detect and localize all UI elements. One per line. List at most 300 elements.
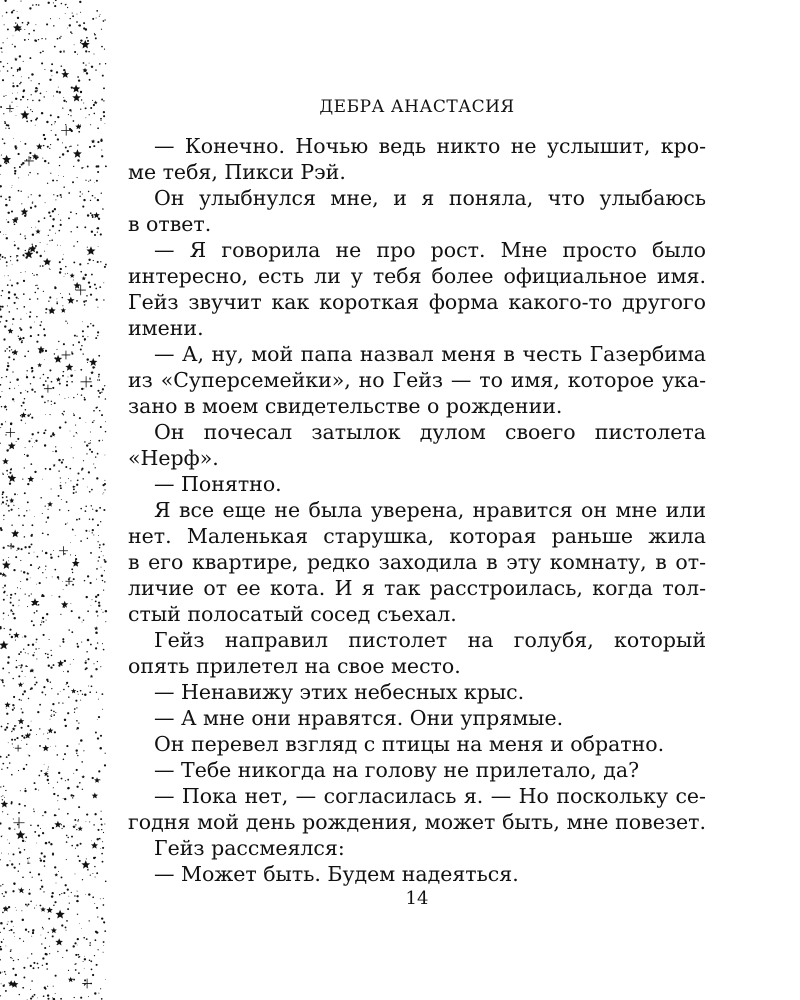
speckle-dot — [65, 124, 66, 125]
speckle-dot — [60, 614, 61, 615]
speckle-dot — [52, 595, 53, 596]
speckle-dot — [70, 211, 72, 213]
text-line: нет. Маленькая старушка, которая раньше жила — [128, 524, 706, 548]
speckle-dot — [42, 158, 43, 159]
star-icon — [53, 464, 56, 467]
speckle-dot — [39, 745, 41, 747]
speckle-dot — [53, 793, 55, 795]
speckle-dot — [9, 930, 10, 931]
speckle-dot — [21, 164, 23, 166]
speckle-dot — [42, 965, 43, 966]
speckle-dot — [79, 782, 81, 784]
speckle-dot — [12, 10, 13, 11]
speckle-dot — [77, 177, 78, 178]
speckle-dot — [77, 855, 79, 857]
speckle-dot — [104, 581, 106, 583]
speckle-dot — [52, 854, 54, 856]
speckle-dot — [12, 93, 13, 94]
speckle-dot — [51, 488, 52, 489]
speckle-dot — [27, 905, 28, 906]
speckle-dot — [93, 410, 95, 412]
speckle-dot — [94, 34, 96, 36]
speckle-dot — [15, 640, 16, 641]
speckle-dot — [103, 921, 105, 923]
speckle-dot — [31, 371, 33, 373]
speckle-dot — [6, 864, 8, 866]
speckle-dot — [51, 655, 53, 657]
speckle-dot — [10, 597, 12, 599]
speckle-dot — [72, 797, 73, 798]
speckle-dot — [4, 797, 5, 798]
speckle-dot — [23, 967, 25, 969]
speckle-dot — [101, 567, 102, 568]
speckle-dot — [28, 197, 29, 198]
speckle-dot — [56, 303, 58, 305]
speckle-dot — [15, 907, 16, 908]
speckle-dot — [62, 413, 63, 414]
speckle-dot — [101, 155, 103, 157]
speckle-dot — [1, 941, 3, 943]
speckle-dot — [101, 917, 103, 919]
speckle-dot — [79, 196, 80, 197]
speckle-dot — [89, 448, 91, 450]
speckle-dot — [71, 33, 72, 34]
speckle-dot — [12, 264, 13, 265]
speckle-dot — [66, 930, 67, 931]
speckle-dot — [50, 144, 51, 145]
speckle-dot — [37, 556, 39, 558]
speckle-dot — [39, 728, 40, 729]
speckle-dot — [42, 550, 43, 551]
speckle-dot — [105, 123, 106, 124]
speckle-dot — [8, 291, 10, 293]
speckle-dot — [36, 642, 37, 643]
speckle-dot — [1, 983, 2, 984]
speckle-dot — [24, 467, 25, 468]
speckle-dot — [58, 596, 60, 598]
speckle-dot — [21, 708, 22, 709]
speckle-dot — [77, 14, 78, 15]
speckle-dot — [41, 886, 43, 888]
speckle-dot — [4, 24, 5, 25]
star-icon — [70, 273, 75, 278]
speckle-dot — [75, 848, 76, 849]
speckle-dot — [36, 117, 38, 119]
speckle-dot — [100, 120, 101, 121]
speckle-dot — [70, 794, 72, 796]
speckle-dot — [14, 172, 16, 174]
speckle-dot — [77, 159, 79, 161]
speckle-dot — [85, 65, 86, 66]
speckle-dot — [65, 266, 66, 267]
speckle-dot — [59, 165, 60, 166]
speckle-dot — [88, 686, 89, 687]
speckle-dot — [60, 487, 62, 489]
speckle-dot — [43, 995, 45, 997]
speckle-dot — [103, 100, 104, 101]
speckle-dot — [0, 259, 1, 260]
speckle-dot — [5, 95, 6, 96]
speckle-dot — [63, 892, 65, 894]
speckle-dot — [12, 185, 13, 186]
speckle-dot — [38, 568, 39, 569]
speckle-dot — [3, 559, 5, 561]
speckle-dot — [40, 770, 42, 772]
speckle-dot — [63, 254, 64, 255]
speckle-dot — [1, 423, 3, 425]
speckle-dot — [105, 165, 107, 167]
speckle-dot — [70, 31, 72, 33]
speckle-dot — [14, 617, 16, 619]
speckle-dot — [57, 116, 59, 118]
speckle-dot — [48, 665, 50, 667]
speckle-dot — [2, 491, 4, 493]
speckle-dot — [59, 37, 61, 39]
speckle-dot — [36, 843, 37, 844]
speckle-dot — [83, 199, 85, 201]
speckle-dot — [9, 346, 11, 348]
star-icon — [18, 718, 25, 724]
speckle-dot — [38, 873, 40, 875]
speckle-dot — [6, 219, 7, 220]
speckle-dot — [50, 843, 52, 845]
speckle-dot — [31, 194, 32, 195]
speckle-dot — [5, 974, 6, 975]
speckle-dot — [13, 10, 15, 12]
speckle-dot — [43, 384, 45, 386]
speckle-dot — [7, 662, 9, 664]
speckle-dot — [4, 585, 6, 587]
speckle-dot — [15, 666, 17, 668]
speckle-dot — [69, 109, 71, 111]
speckle-dot — [80, 700, 81, 701]
speckle-dot — [82, 193, 83, 194]
speckle-dot — [8, 853, 9, 854]
speckle-dot — [65, 4, 66, 5]
star-icon — [72, 559, 80, 566]
speckle-dot — [48, 932, 49, 933]
speckle-dot — [16, 85, 18, 87]
speckle-dot — [46, 577, 47, 578]
speckle-dot — [23, 683, 24, 684]
speckle-dot — [93, 663, 94, 664]
speckle-dot — [36, 584, 37, 585]
speckle-dot — [92, 100, 93, 101]
speckle-dot — [36, 341, 38, 343]
speckle-dot — [54, 901, 56, 903]
star-icon — [11, 980, 19, 987]
speckle-dot — [83, 620, 84, 621]
speckle-dot — [6, 237, 8, 239]
speckle-dot — [80, 369, 82, 371]
speckle-dot — [9, 843, 10, 844]
speckle-dot — [76, 707, 77, 708]
speckle-dot — [7, 305, 8, 306]
speckle-dot — [44, 334, 46, 336]
speckle-dot — [22, 524, 24, 526]
speckle-dot — [61, 893, 62, 894]
star-icon — [2, 155, 11, 164]
speckle-dot — [67, 7, 68, 8]
speckle-dot — [67, 273, 68, 274]
speckle-dot — [24, 790, 26, 792]
speckle-dot — [54, 569, 56, 571]
speckle-dot — [25, 390, 26, 391]
speckle-dot — [94, 367, 95, 368]
speckle-dot — [7, 814, 8, 815]
speckle-dot — [18, 848, 19, 849]
speckle-dot — [11, 863, 13, 865]
speckle-dot — [46, 121, 48, 123]
speckle-dot — [11, 611, 12, 612]
speckle-dot — [10, 423, 12, 425]
speckle-dot — [47, 654, 49, 656]
speckle-dot — [79, 956, 81, 958]
speckle-dot — [6, 449, 8, 451]
star-icon — [74, 282, 81, 289]
speckle-dot — [73, 979, 75, 981]
speckle-dot — [59, 271, 61, 273]
speckle-dot — [20, 1, 21, 2]
speckle-dot — [2, 811, 3, 812]
speckle-dot — [24, 690, 26, 692]
speckle-dot — [95, 600, 97, 602]
speckle-dot — [63, 97, 64, 98]
speckle-dot — [44, 865, 45, 866]
speckle-dot — [21, 727, 23, 729]
speckle-dot — [28, 861, 29, 862]
speckle-dot — [83, 62, 85, 64]
speckle-dot — [16, 217, 18, 219]
star-icon — [54, 821, 61, 828]
speckle-dot — [52, 387, 54, 389]
speckle-dot — [72, 572, 73, 573]
speckle-dot — [76, 484, 78, 486]
speckle-dot — [65, 926, 67, 928]
speckle-dot — [46, 521, 47, 522]
speckle-dot — [86, 938, 88, 940]
speckle-dot — [69, 146, 70, 147]
speckle-dot — [35, 788, 37, 790]
speckle-dot — [91, 489, 93, 491]
speckle-dot — [78, 694, 79, 695]
speckle-dot — [18, 653, 20, 655]
speckle-dot — [11, 921, 13, 923]
text-line: Он почесал затылок дулом своего пистолета — [154, 420, 706, 444]
speckle-dot — [53, 2, 54, 3]
speckle-dot — [8, 557, 9, 558]
speckle-dot — [30, 578, 31, 579]
speckle-dot — [83, 460, 84, 461]
text-line: — Конечно. Ночью ведь никто не услышит, кро- — [154, 134, 706, 158]
speckle-dot — [62, 459, 64, 461]
speckle-dot — [82, 789, 83, 790]
speckle-dot — [16, 257, 17, 258]
speckle-dot — [73, 795, 75, 797]
speckle-dot — [87, 575, 89, 577]
speckle-dot — [101, 46, 103, 48]
speckle-dot — [28, 351, 30, 353]
speckle-dot — [18, 889, 19, 890]
speckle-dot — [90, 200, 91, 201]
star-icon — [2, 561, 11, 569]
speckle-dot — [31, 980, 33, 982]
speckle-dot — [55, 993, 56, 994]
star-icon — [91, 139, 95, 143]
speckle-dot — [50, 746, 51, 747]
starry-margin-decoration — [0, 0, 108, 1000]
speckle-dot — [4, 142, 6, 144]
speckle-dot — [63, 798, 64, 799]
speckle-dot — [47, 738, 48, 739]
speckle-dot — [77, 76, 79, 78]
speckle-dot — [79, 860, 81, 862]
speckle-dot — [87, 214, 89, 216]
speckle-dot — [76, 786, 78, 788]
speckle-dot — [20, 28, 22, 30]
speckle-dot — [9, 634, 10, 635]
speckle-dot — [33, 811, 34, 812]
speckle-dot — [94, 992, 96, 994]
speckle-dot — [61, 824, 62, 825]
speckle-dot — [35, 440, 37, 442]
speckle-dot — [55, 450, 57, 452]
sparkle-icon — [44, 385, 52, 393]
speckle-dot — [92, 509, 93, 510]
speckle-dot — [58, 772, 60, 774]
speckle-dot — [23, 515, 25, 517]
speckle-dot — [6, 713, 8, 715]
speckle-dot — [83, 961, 84, 962]
speckle-dot — [22, 919, 24, 921]
speckle-dot — [37, 711, 39, 713]
speckle-dot — [73, 397, 74, 398]
speckle-dot — [59, 51, 61, 53]
star-icon — [71, 688, 76, 693]
speckle-dot — [96, 568, 98, 570]
speckle-dot — [94, 197, 95, 198]
speckle-dot — [105, 979, 106, 980]
speckle-dot — [55, 134, 57, 136]
speckle-dot — [63, 343, 65, 345]
speckle-dot — [103, 111, 105, 113]
speckle-dot — [66, 584, 68, 586]
speckle-dot — [0, 106, 2, 108]
speckle-dot — [37, 298, 39, 300]
speckle-dot — [0, 195, 2, 197]
sparkle-icon — [8, 543, 14, 549]
speckle-dot — [46, 953, 48, 955]
speckle-dot — [44, 764, 45, 765]
speckle-dot — [31, 438, 32, 439]
speckle-dot — [103, 589, 104, 590]
speckle-dot — [38, 834, 40, 836]
speckle-dot — [14, 401, 15, 402]
speckle-dot — [40, 93, 42, 95]
speckle-dot — [62, 153, 64, 155]
speckle-dot — [49, 268, 50, 269]
speckle-dot — [6, 496, 8, 498]
speckle-dot — [86, 444, 88, 446]
speckle-dot — [16, 308, 17, 309]
speckle-dot — [24, 143, 26, 145]
speckle-dot — [99, 747, 102, 750]
star-icon — [86, 246, 95, 255]
speckle-dot — [85, 50, 87, 52]
speckle-dot — [98, 604, 100, 606]
speckle-dot — [65, 321, 66, 322]
speckle-dot — [100, 233, 102, 235]
speckle-dot — [73, 457, 74, 458]
star-icon — [20, 110, 29, 119]
speckle-dot — [68, 114, 69, 115]
speckle-dot — [57, 38, 59, 40]
speckle-dot — [32, 877, 33, 878]
speckle-dot — [28, 698, 29, 699]
speckle-dot — [10, 602, 12, 604]
speckle-dot — [93, 535, 94, 536]
speckle-dot — [41, 321, 43, 323]
speckle-dot — [100, 666, 101, 667]
speckle-dot — [30, 120, 32, 122]
speckle-dot — [30, 207, 32, 209]
speckle-dot — [63, 371, 65, 373]
speckle-dot — [61, 876, 63, 878]
star-icon — [61, 308, 66, 313]
speckle-dot — [93, 463, 94, 464]
speckle-dot — [71, 112, 72, 113]
speckle-dot — [70, 603, 71, 604]
speckle-dot — [36, 4, 38, 6]
speckle-dot — [20, 318, 21, 319]
speckle-dot — [26, 375, 27, 376]
text-line: Он перевел взгляд с птицы на меня и обратно. — [154, 732, 665, 756]
speckle-dot — [102, 861, 104, 863]
speckle-dot — [35, 245, 37, 247]
speckle-dot — [85, 530, 87, 532]
speckle-dot — [4, 0, 6, 2]
speckle-dot — [54, 402, 56, 404]
speckle-dot — [0, 786, 1, 787]
speckle-dot — [56, 349, 57, 350]
speckle-dot — [24, 454, 25, 455]
speckle-dot — [80, 508, 82, 510]
star-icon — [36, 143, 43, 149]
speckle-dot — [68, 696, 70, 698]
speckle-dot — [86, 814, 88, 816]
speckle-dot — [38, 967, 40, 969]
speckle-dot — [45, 308, 47, 310]
speckle-dot — [30, 159, 31, 160]
speckle-dot — [96, 610, 98, 612]
star-icon — [13, 632, 19, 638]
speckle-dot — [8, 127, 10, 129]
speckle-dot — [70, 480, 71, 481]
speckle-dot — [80, 997, 82, 999]
speckle-dot — [32, 202, 34, 204]
speckle-dot — [17, 438, 19, 440]
speckle-dot — [87, 40, 89, 42]
speckle-dot — [86, 37, 88, 39]
speckle-dot — [60, 293, 61, 294]
speckle-dot — [83, 353, 84, 354]
speckle-dot — [34, 782, 36, 784]
speckle-dot — [84, 979, 86, 981]
speckle-dot — [10, 950, 12, 952]
speckle-dot — [0, 529, 2, 531]
speckle-dot — [74, 708, 76, 710]
speckle-dot — [93, 53, 94, 54]
